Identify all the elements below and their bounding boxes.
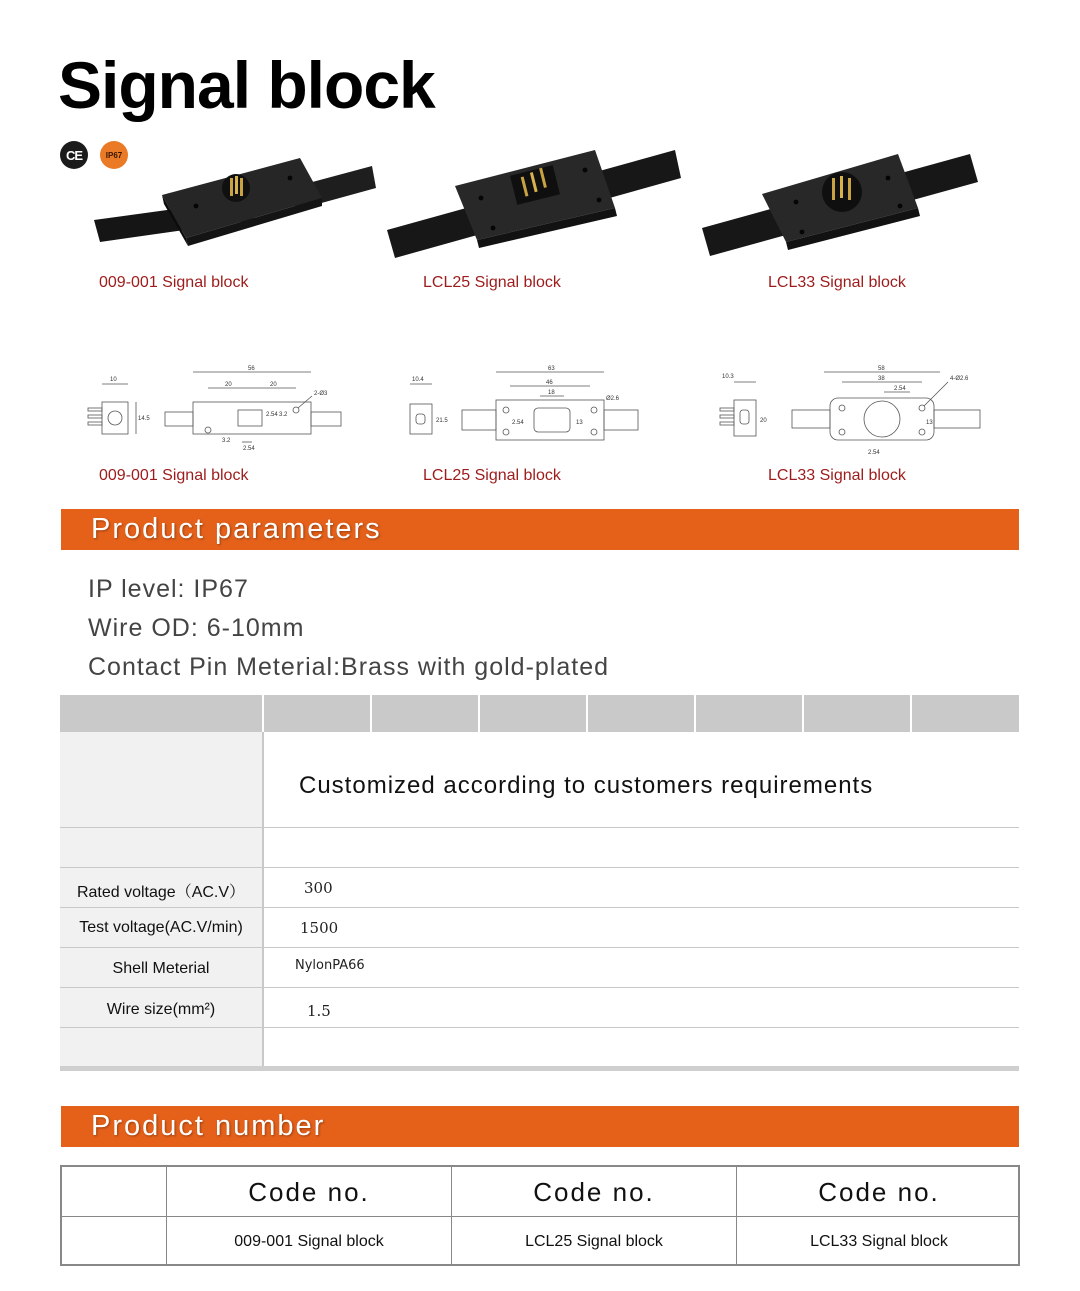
dim-d: 3.2 — [222, 438, 231, 444]
code-header: Code no. — [533, 1177, 655, 1207]
dim-c: 2.54 — [868, 450, 880, 456]
drawing-caption-009-001: 009-001 Signal block — [99, 467, 249, 484]
dim-length: 56 — [248, 366, 255, 372]
dim-c: 2.54 — [512, 420, 524, 426]
table-header-cell — [804, 695, 910, 732]
code-cell-lcl25: LCL25 Signal block — [525, 1233, 663, 1250]
photo-caption-lcl25: LCL25 Signal block — [423, 274, 561, 291]
parameter-table — [60, 695, 1019, 1073]
customized-note: Customized according to customers requirements — [299, 772, 874, 799]
row-divider — [60, 907, 1019, 908]
row-divider — [60, 1027, 1019, 1028]
ip67-badge-icon: IP67 — [100, 141, 128, 169]
param-label-shell-material: Shell Meterial — [112, 960, 210, 977]
dim-d: 13 — [576, 420, 583, 426]
product-photo-lcl33 — [700, 140, 1000, 260]
dim-c: 2.54 — [266, 412, 278, 418]
drawing-caption-lcl33: LCL33 Signal block — [768, 467, 906, 484]
row-divider — [60, 987, 1019, 988]
code-header: Code no. — [248, 1177, 370, 1207]
code-cell-lcl33: LCL33 Signal block — [810, 1233, 948, 1250]
dim-hole: 2-Ø3 — [314, 391, 328, 397]
dim-side-width: 10.3 — [722, 374, 734, 380]
code-cell-009-001: 009-001 Signal block — [234, 1233, 384, 1250]
dim-a: 20 — [225, 382, 232, 388]
param-wire-od: Wire OD: 6-10mm — [88, 614, 305, 642]
section-header-number: Product number — [61, 1106, 1019, 1147]
dim-side-width: 10.4 — [412, 377, 424, 383]
technical-drawing-009-001 — [80, 362, 360, 457]
dim-f: 2.54 — [243, 446, 255, 452]
dim-a: 46 — [546, 380, 553, 386]
param-value-test-voltage: 1500 — [300, 919, 339, 937]
table-header-cell — [372, 695, 478, 732]
table-bottom-border — [60, 1066, 1019, 1071]
param-pin-material: Contact Pin Meterial:Brass with gold-plated — [88, 653, 610, 681]
table-header-cell — [696, 695, 802, 732]
drawing-caption-lcl25: LCL25 Signal block — [423, 467, 561, 484]
row-divider — [60, 947, 1019, 948]
technical-drawing-lcl25 — [400, 362, 640, 457]
photo-caption-lcl33: LCL33 Signal block — [768, 274, 906, 291]
technical-drawing-lcl33 — [712, 362, 1002, 457]
dim-e: 3.2 — [279, 412, 288, 418]
dim-b: 18 — [548, 390, 555, 396]
dim-a: 38 — [878, 376, 885, 382]
param-label-rated-voltage: Rated voltage（AC.V） — [76, 884, 246, 901]
param-value-rated-voltage: 300 — [304, 879, 333, 897]
page-title: Signal block — [58, 48, 435, 122]
param-label-test-voltage: Test voltage(AC.V/min) — [79, 919, 243, 936]
param-value-wire-size: 1.5 — [307, 1002, 331, 1020]
row-divider — [60, 827, 1019, 828]
dim-b: 20 — [270, 382, 277, 388]
product-photo-009-001 — [90, 140, 390, 260]
table-header-cell — [480, 695, 586, 732]
product-number-table — [60, 1165, 1020, 1266]
section-header-parameters: Product parameters — [61, 509, 1019, 550]
dim-hole: Ø2.6 — [606, 396, 620, 402]
dim-side-height: 20 — [760, 418, 767, 424]
product-photo-lcl25 — [385, 140, 685, 260]
photo-caption-009-001: 009-001 Signal block — [99, 274, 249, 291]
code-header: Code no. — [818, 1177, 940, 1207]
dim-side-height: 21.5 — [436, 418, 448, 424]
dim-hole: 4-Ø2.6 — [950, 376, 969, 382]
row-divider — [60, 867, 1019, 868]
table-header-cell — [588, 695, 694, 732]
row-divider — [62, 1216, 1018, 1217]
table-header-cell — [264, 695, 370, 732]
dim-length: 63 — [548, 366, 555, 372]
column-divider — [262, 732, 264, 1067]
table-header-cell — [60, 695, 262, 732]
dim-side-width: 10 — [110, 377, 117, 383]
dim-d: 13 — [926, 420, 933, 426]
table-header-cell — [912, 695, 1019, 732]
param-label-wire-size: Wire size(mm²) — [106, 1001, 216, 1018]
ce-mark-icon: CE — [60, 141, 88, 169]
param-ip-level: IP level: IP67 — [88, 575, 249, 603]
dim-side-height: 14.5 — [138, 416, 150, 422]
dim-b: 2.54 — [894, 386, 906, 392]
dim-length: 58 — [878, 366, 885, 372]
param-value-shell-material: NylonPA66 — [295, 958, 365, 973]
